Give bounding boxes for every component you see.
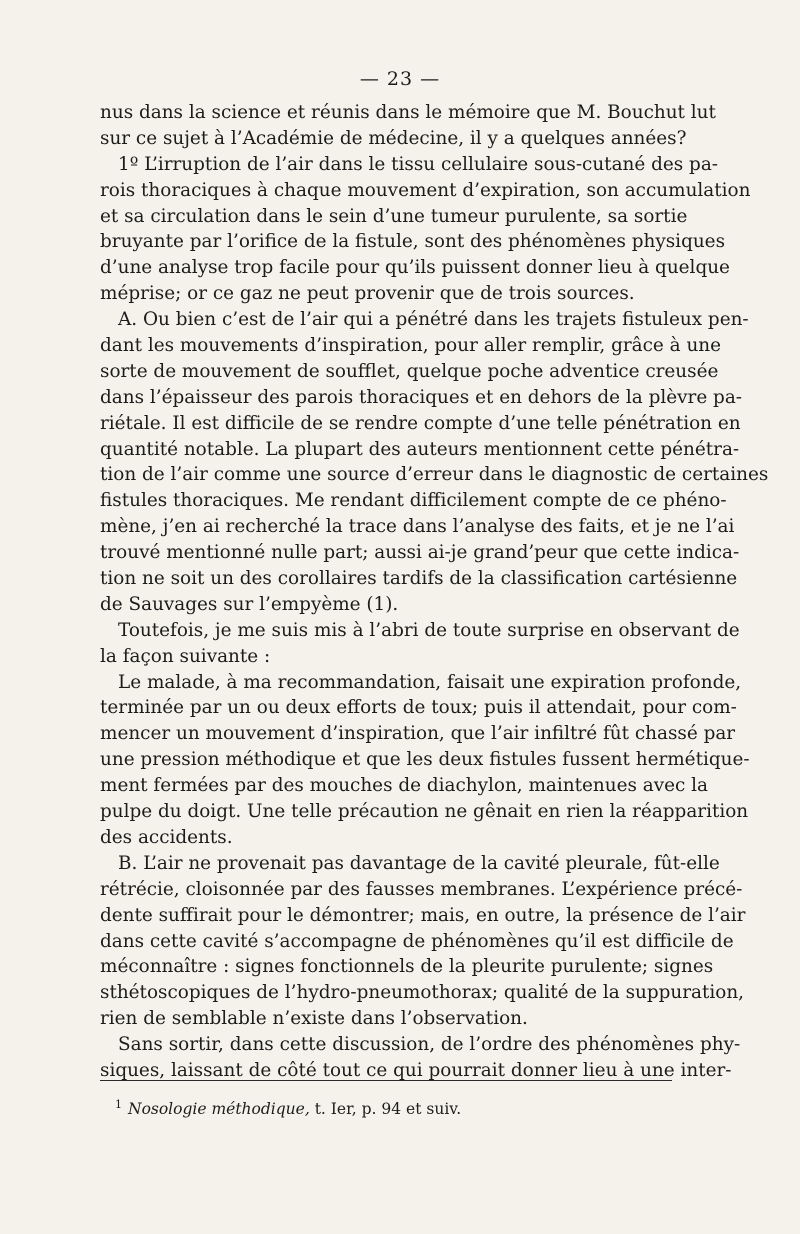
text-line: ment fermées par des mouches de diachylon, maintenues avec la bbox=[100, 775, 708, 797]
text-line: bruyante par l’orifice de la fistule, sont des phénomènes physiques bbox=[100, 231, 726, 253]
text-line: rois thoraciques à chaque mouvement d’expiration, son accumulation bbox=[100, 179, 751, 201]
page-number: — 23 — bbox=[359, 68, 441, 90]
text-line: sthétoscopiques de l’hydro-pneumothorax; qualité de la suppuration, bbox=[100, 982, 745, 1004]
text-line: dans cette cavité s’accompagne de phénomènes qu’il est difficile de bbox=[100, 930, 734, 952]
text-line: méprise; or ce gaz ne peut provenir que de trois sources. bbox=[100, 283, 635, 305]
body-text bbox=[100, 100, 769, 1084]
text-line: A. Ou bien c’est de l’air qui a pénétré dans les trajets fistuleux pen- bbox=[118, 309, 749, 331]
text-line: rien de semblable n’existe dans l’observation. bbox=[100, 1008, 528, 1030]
footnote-reference: t. Ier, p. 94 et suiv. bbox=[314, 1100, 462, 1119]
footnote-divider bbox=[100, 1080, 672, 1081]
text-line: des accidents. bbox=[100, 826, 233, 848]
footnote bbox=[115, 1095, 675, 1119]
text-line: mencer un mouvement d’inspiration, que l’air infiltré fût chassé par bbox=[100, 723, 736, 745]
text-line: dant les mouvements d’inspiration, pour aller remplir, grâce à une bbox=[100, 335, 722, 357]
text-line: nus dans la science et réunis dans le mémoire que M. Bouchut lut bbox=[100, 102, 716, 123]
text-line: tion ne soit un des corollaires tardifs de la classification cartésienne bbox=[100, 568, 738, 590]
text-line: quantité notable. La plupart des auteurs mentionnent cette pénétra- bbox=[100, 438, 740, 460]
footnote-title: Nosologie méthodique, bbox=[128, 1100, 310, 1119]
text-line: trouvé mentionné nulle part; aussi ai-je grand’peur que cette indica- bbox=[100, 542, 740, 564]
text-line: méconnaître : signes fonctionnels de la pleurite purulente; signes bbox=[100, 956, 714, 978]
text-line: Sans sortir, dans cette discussion, de l’ordre des phénomènes phy- bbox=[118, 1034, 741, 1056]
text-line: Le malade, à ma recommandation, faisait une expiration profonde, bbox=[118, 671, 742, 693]
text-line: riétale. Il est difficile de se rendre compte d’une telle pénétration en bbox=[100, 412, 741, 434]
text-line: d’une analyse trop facile pour qu’ils puissent donner lieu à quelque bbox=[100, 257, 730, 279]
text-line: mène, j’en ai recherché la trace dans l’analyse des faits, et je ne l’ai bbox=[100, 516, 735, 538]
text-line: pulpe du doigt. Une telle précaution ne gênait en rien la réapparition bbox=[100, 801, 749, 823]
text-line: dans l’épaisseur des parois thoraciques et en dehors de la plèvre pa- bbox=[100, 386, 743, 408]
text-line: la façon suivante : bbox=[100, 645, 271, 667]
text-line: 1º L’irruption de l’air dans le tissu cellulaire sous-cutané des pa- bbox=[118, 153, 718, 175]
text-line: fistules thoraciques. Me rendant difficilement compte de ce phéno- bbox=[100, 490, 727, 512]
text-line: siques, laissant de côté tout ce qui pourrait donner lieu à une inter- bbox=[100, 1059, 732, 1081]
text-line: et sa circulation dans le sein d’une tumeur purulente, sa sortie bbox=[100, 205, 688, 227]
text-line: tion de l’air comme une source d’erreur dans le diagnostic de certaines bbox=[100, 464, 769, 486]
text-line: une pression méthodique et que les deux fistules fussent hermétique- bbox=[100, 749, 750, 771]
text-line: sorte de mouvement de soufflet, quelque poche adventice creusée bbox=[100, 360, 719, 382]
text-line: dente suffirait pour le démontrer; mais, en outre, la présence de l’air bbox=[100, 904, 746, 926]
text-line: terminée par un ou deux efforts de toux; puis il attendait, pour com- bbox=[100, 697, 737, 719]
text-line: sur ce sujet à l’Académie de médecine, il y a quelques années? bbox=[100, 127, 687, 149]
text-line: B. L’air ne provenait pas davantage de la cavité pleurale, fût-elle bbox=[118, 852, 720, 874]
text-line: de Sauvages sur l’empyème (1). bbox=[100, 593, 399, 615]
footnote-mark: 1 bbox=[115, 1098, 122, 1111]
text-line: rétrécie, cloisonnée par des fausses membranes. L’expérience précé- bbox=[100, 878, 743, 900]
text-line: Toutefois, je me suis mis à l’abri de toute surprise en observant de bbox=[118, 619, 740, 641]
